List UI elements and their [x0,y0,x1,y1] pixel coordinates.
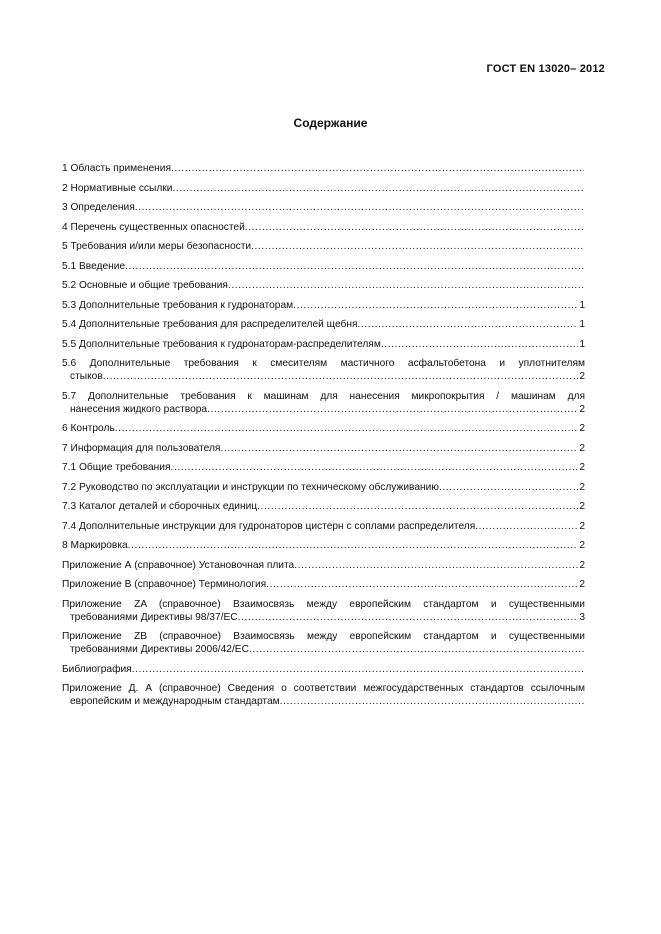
dot-leader [249,643,584,656]
toc-entry-label: 7.4 Дополнительные инструкции для гудронаторов цистерн с соплами распределителя [62,520,476,532]
toc-entry[interactable] [62,422,585,435]
toc-entry[interactable] [62,481,585,494]
dot-leader [172,182,584,195]
toc-entry[interactable] [62,500,585,513]
toc-entry-label: 1 Область применения [62,163,171,174]
toc-entry-page-number: 2 [579,423,585,434]
dot-leader [171,461,579,474]
toc-entry-label: 7 Информация для пользователя [62,442,221,454]
dot-leader [266,578,578,591]
toc-entry-page-number: 2 [579,520,585,532]
toc-entry[interactable] [62,182,585,195]
toc-entry-label: 4 Перечень существенных опасностей [62,221,245,233]
dot-leader [257,500,578,513]
toc-entry[interactable] [62,520,585,533]
dot-leader [245,221,584,234]
toc-entry-label: 5.6 Дополнительные требования к смесителям мастичного асфальтобетона и уплотнителям [62,358,585,369]
toc-entry-page-number: 2 [579,442,585,454]
toc-entry-label: Приложение ZB (справочное) Взаимосвязь между европейским стандартом и существенными [62,631,585,642]
toc-entry-page-number: 2 [579,501,585,512]
dot-leader [294,559,578,572]
toc-entry-page-number: 2 [579,371,585,382]
toc-entry-label: 7.1 Общие требования [62,462,171,473]
toc-entry-page-number: 1 [579,319,585,330]
toc-entry-label-continuation: нанесения жидкого раствора [70,403,208,415]
toc-entry[interactable] [62,663,585,676]
toc-entry-label: 5.1 Введение [62,260,126,272]
dot-leader [132,663,584,676]
toc-entry-label: 5.7 Дополнительные требования к машинам для нанесения микропокрытия / машинам для [62,390,585,402]
toc-entry-label: Приложение Д. А (справочное) Сведения о соответствии межгосударственных стандартов ссылочным [62,683,585,694]
toc-entry[interactable] [62,390,585,416]
toc-entry-label: 8 Маркировка [62,540,128,551]
document-code: ГОСТ EN 13020– 2012 [486,63,605,75]
toc-entry[interactable] [62,260,585,273]
dot-leader [475,520,578,533]
table-of-contents [62,162,585,715]
toc-entry[interactable] [62,559,585,572]
toc-entry-label: 2 Нормативные ссылки [62,182,173,194]
dot-leader [171,162,584,175]
toc-entry[interactable] [62,630,585,656]
toc-entry-label-continuation: европейским и международным стандартам [70,696,280,707]
toc-entry[interactable] [62,338,585,351]
toc-entry-label: 6 Контроль [62,423,115,434]
toc-entry-page-number: 2 [579,579,585,590]
toc-entry-page-number: 2 [579,481,585,493]
toc-entry-label: 5.4 Дополнительные требования для распределителей щебня [62,319,358,330]
toc-entry-label-continuation: требованиями Директивы 98/37/ЕС [70,611,238,623]
toc-entry[interactable] [62,357,585,383]
toc-entry-page-number: 3 [579,611,585,623]
dot-leader [228,279,584,292]
toc-entry[interactable] [62,221,585,234]
toc-entry[interactable] [62,682,585,708]
dot-leader [115,422,579,435]
toc-entry-page-number: 2 [579,559,585,571]
dot-leader [103,370,579,383]
toc-entry[interactable] [62,461,585,474]
toc-entry-label: Приложение ZA (справочное) Взаимосвязь между европейским стандартом и существенными [62,598,585,610]
dot-leader [125,260,584,273]
toc-title: Содержание [293,116,368,130]
toc-entry[interactable] [62,442,585,455]
toc-entry-page-number: 2 [579,403,585,415]
toc-entry-label: Приложение В (справочное) Терминология [62,579,267,590]
toc-entry-label: 5.3 Дополнительные требования к гудронаторам [62,299,294,311]
toc-entry[interactable] [62,598,585,624]
toc-entry-page-number: 2 [579,462,585,473]
dot-leader [357,318,578,331]
toc-entry-label: 7.3 Каталог деталей и сборочных единиц [62,501,258,512]
dot-leader [135,201,584,214]
toc-entry[interactable] [62,201,585,214]
toc-entry-label: 3 Определения [62,202,135,213]
toc-entry[interactable] [62,162,585,175]
dot-leader [280,695,584,708]
toc-entry[interactable] [62,279,585,292]
toc-entry-label: Приложение А (справочное) Установочная плита [62,559,295,571]
toc-entry-label-continuation: стыков [70,371,103,382]
toc-entry[interactable] [62,240,585,253]
dot-leader [381,338,579,351]
dot-leader [293,299,578,312]
toc-entry-label-continuation: требованиями Директивы 2006/42/ЕС [70,644,249,655]
toc-entry-label: 5.2 Основные и общие требования [62,280,228,291]
toc-entry-label: 5.5 Дополнительные требования к гудронаторам-распределителям [62,338,381,350]
toc-entry[interactable] [62,318,585,331]
dot-leader [220,442,578,455]
dot-leader [251,240,584,253]
toc-entry[interactable] [62,578,585,591]
toc-entry-label: 7.2 Руководство по эксплуатации и инструкции по техническому обслуживанию [62,481,439,493]
toc-entry[interactable] [62,299,585,312]
toc-entry-page-number: 1 [579,338,585,350]
toc-entry-page-number: 1 [579,299,585,311]
toc-entry-label: 5 Требования и/или меры безопасности [62,241,252,252]
dot-leader [128,539,579,552]
toc-entry-label: Библиография [62,663,132,675]
dot-leader [207,403,578,416]
dot-leader [439,481,578,494]
dot-leader [238,611,579,624]
toc-entry[interactable] [62,539,585,552]
toc-entry-page-number: 2 [579,540,585,551]
